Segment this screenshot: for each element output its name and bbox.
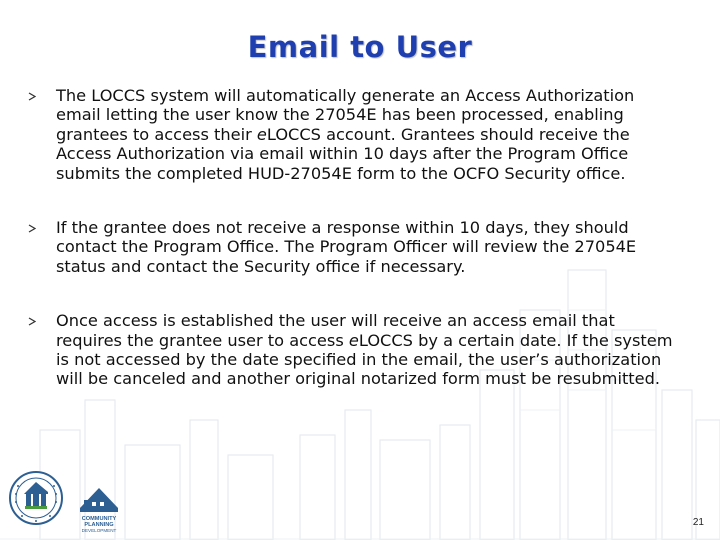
bullet-item — [28, 218, 680, 276]
bullet-text: Once access is established the user will receive an access email that requires the grantee user to access eLOCCS by a certain date. If the system is not accessed by the date specified in the email, the user’s authorization will be canceled and another original notarized form must be resubmitted. — [56, 311, 673, 389]
cpd-logo-line: PLANNING — [84, 522, 114, 528]
slide-title: Email to User — [247, 30, 473, 64]
arrow-bullet-icon — [28, 92, 36, 101]
bullet-list — [28, 86, 680, 389]
bullet-text: If the grantee does not receive a response within 10 days, they should contact the Program Office. The Program Officer will review the 27054E status and contact the Security office if necessary. — [56, 218, 637, 276]
bullet-item — [28, 311, 680, 389]
cpd-logo-line: COMMUNITY — [81, 516, 117, 522]
page-number: 21 — [692, 517, 704, 528]
cpd-logo-line: DEVELOPMENT — [81, 528, 117, 533]
community-planning-development-logo — [70, 478, 128, 536]
bullet-item — [28, 86, 680, 183]
hud-seal-logo — [8, 468, 64, 532]
arrow-bullet-icon — [28, 317, 36, 326]
bullet-text: The LOCCS system will automatically generate an Access Authorization email letting the user know the 27054E has been processed, enabling grantees to access their eLOCCS account. Grantees should receive the Access Authorization via email within 10 days after the Program Office submits the completed HUD-27054E form to the OCFO Security office. — [56, 86, 635, 183]
arrow-bullet-icon — [28, 224, 36, 233]
